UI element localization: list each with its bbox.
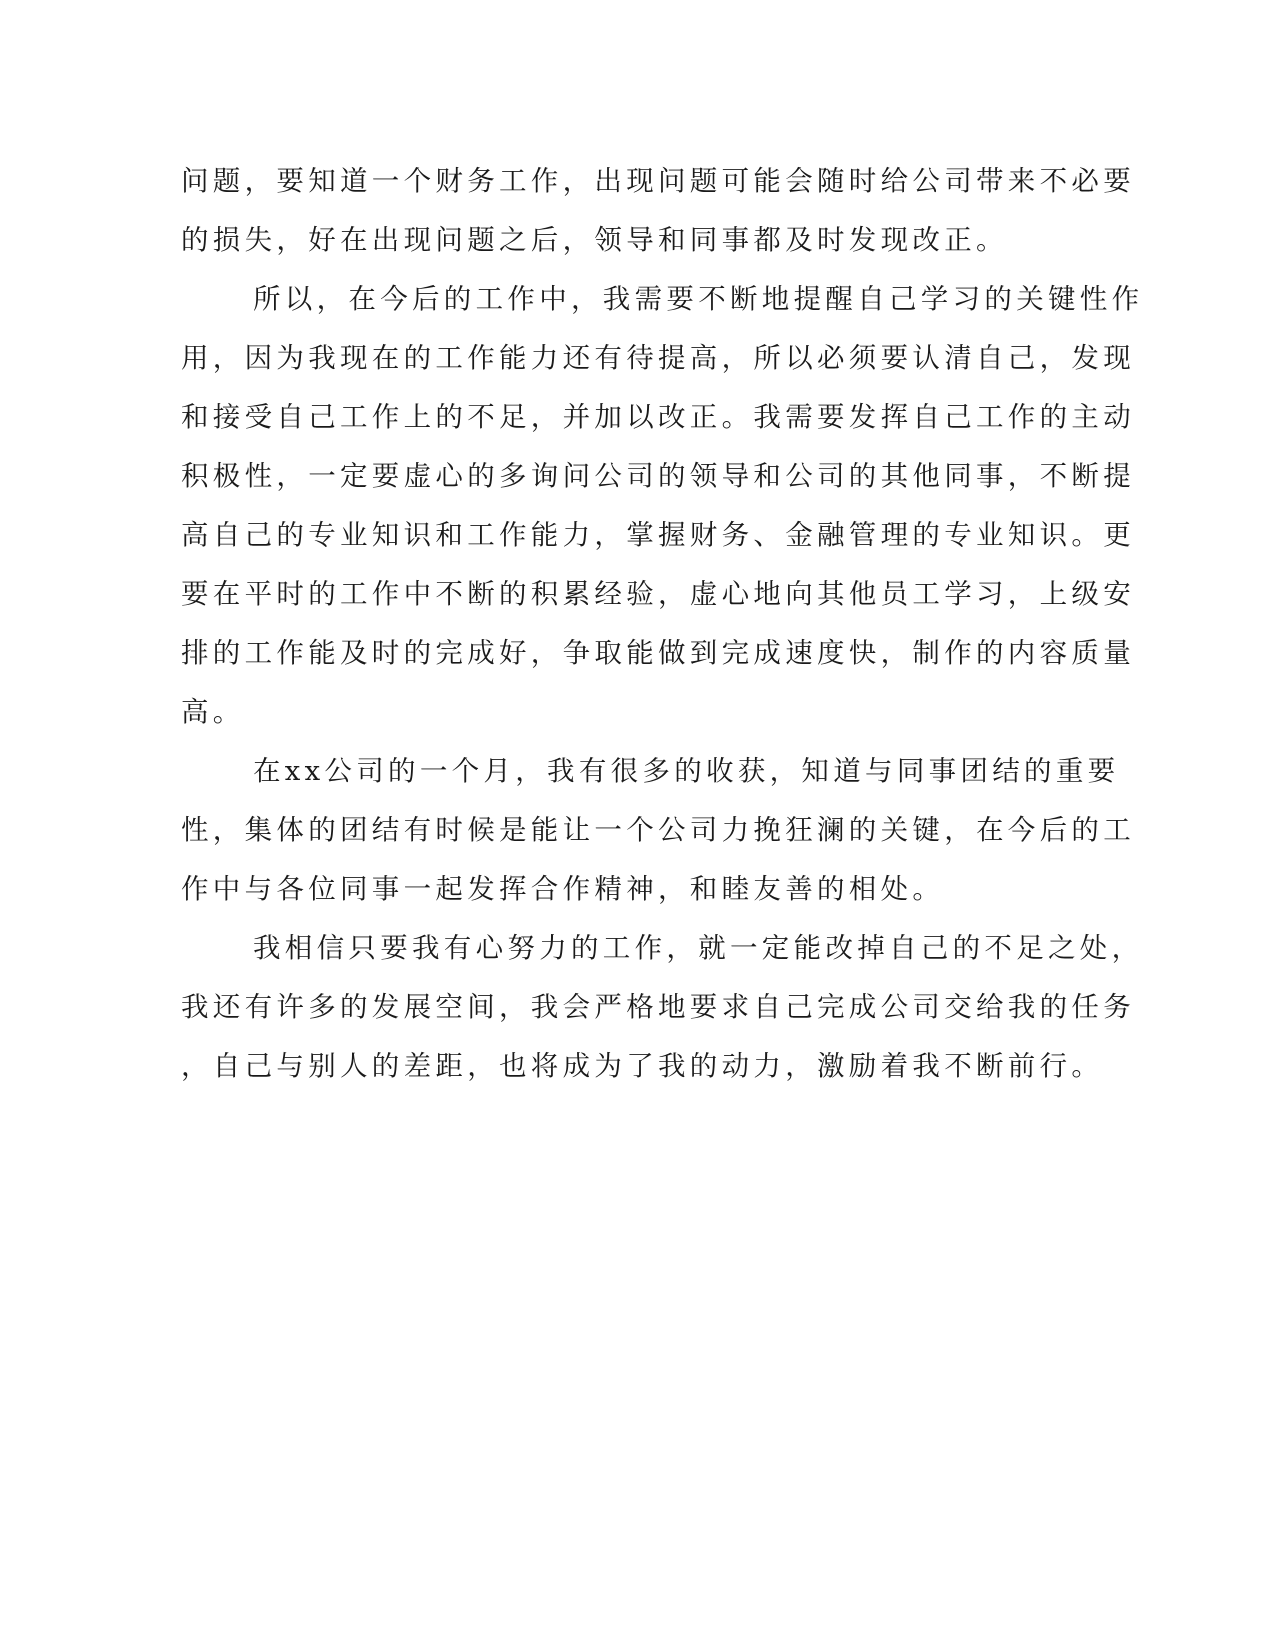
paragraph-line: 我还有许多的发展空间，我会严格地要求自己完成公司交给我的任务	[181, 991, 1135, 1023]
paragraph-line: 高自己的专业知识和工作能力，掌握财务、金融管理的专业知识。更	[181, 519, 1135, 551]
paragraph-line: ，自己与别人的差距，也将成为了我的动力，激励着我不断前行。	[181, 1050, 1104, 1082]
paragraph-line: 用，因为我现在的工作能力还有待提高，所以必须要认清自己，发现	[181, 342, 1135, 374]
paragraph-line: 问题，要知道一个财务工作，出现问题可能会随时给公司带来不必要	[181, 165, 1135, 197]
paragraph-line: 性，集体的团结有时候是能让一个公司力挽狂澜的关键，在今后的工	[181, 814, 1135, 846]
document-body	[181, 152, 1144, 1096]
paragraph-line: 要在平时的工作中不断的积累经验，虚心地向其他员工学习，上级安	[181, 578, 1135, 610]
paragraph-first-line: 在xx公司的一个月，我有很多的收获，知道与同事团结的重要	[253, 755, 1120, 787]
paragraph-1	[181, 152, 1135, 270]
paragraph-line: 高。	[181, 696, 245, 728]
paragraph-line: 积极性，一定要虚心的多询问公司的领导和公司的其他同事，不断提	[181, 460, 1135, 492]
paragraph-4	[181, 919, 1144, 1096]
paragraph-line: 作中与各位同事一起发挥合作精神，和睦友善的相处。	[181, 873, 945, 905]
paragraph-line: 的损失，好在出现问题之后，领导和同事都及时发现改正。	[181, 224, 1008, 256]
paragraph-first-line: 我相信只要我有心努力的工作，就一定能改掉自己的不足之处，	[253, 932, 1144, 964]
paragraph-line: 排的工作能及时的完成好，争取能做到完成速度快，制作的内容质量	[181, 637, 1135, 669]
paragraph-line: 和接受自己工作上的不足，并加以改正。我需要发挥自己工作的主动	[181, 401, 1135, 433]
paragraph-3	[181, 742, 1135, 919]
paragraph-first-line: 所以，在今后的工作中，我需要不断地提醒自己学习的关键性作	[253, 283, 1144, 315]
paragraph-2	[181, 270, 1144, 742]
